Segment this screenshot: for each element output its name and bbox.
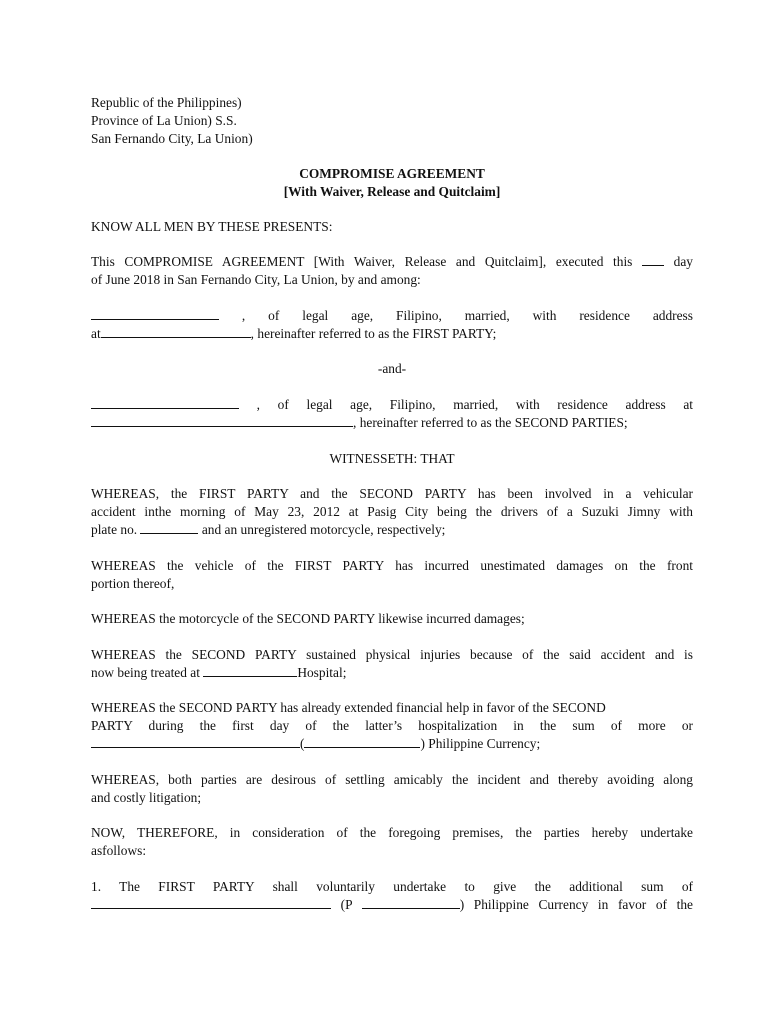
document-page: [91, 94, 693, 914]
intro-line: KNOW ALL MEN BY THESE PRESENTS:: [91, 219, 333, 234]
whereas-6: WHEREAS, both parties are desirous of settling amicably the incident and thereby avoiding along and costly litigation;: [91, 772, 693, 805]
whereas-5: WHEREAS the SECOND PARTY has already extended financial help in favor of the SECOND PARTY during the first day of the latter’s hospitalization in the sum of more or ( ) Philippine Currency;: [91, 700, 693, 751]
hospital-blank: [203, 664, 297, 677]
witnesseth-heading: WITNESSETH: THAT: [329, 451, 455, 466]
opening-text: This COMPROMISE AGREEMENT [With Waiver, Release and Quitclaim], executed this: [91, 254, 633, 269]
first-party-text-2: , hereinafter referred to as the FIRST PARTY;: [250, 326, 497, 341]
venue-header: [91, 94, 693, 148]
first-party-at: at: [91, 326, 101, 341]
amount-figures-blank: [304, 735, 420, 748]
header-line-1: Republic of the Philippines): [91, 95, 242, 110]
day-blank: [642, 253, 664, 266]
first-party-address-blank: [101, 325, 251, 338]
first-party-paragraph: [91, 307, 693, 343]
second-party-text-1: , of legal age, Filipino, married, with residence address at: [256, 397, 693, 412]
opening-line-2: of June 2018 in San Fernando City, La Union, by and among:: [91, 272, 421, 287]
opening-paragraph: [91, 253, 693, 289]
second-party-name-blank: [91, 396, 239, 409]
first-party-text-1: , of legal age, Filipino, married, with residence address: [241, 308, 693, 323]
first-party-name-blank: [91, 307, 219, 320]
whereas-2: WHEREAS the vehicle of the FIRST PARTY has incurred unestimated damages on the front portion thereof,: [91, 558, 693, 591]
second-party-address-blank: [91, 414, 353, 427]
plate-no-blank: [140, 521, 198, 534]
amount-words-blank: [91, 735, 300, 748]
title-sub: [With Waiver, Release and Quitclaim]: [283, 184, 501, 199]
additional-sum-figures-blank: [362, 896, 460, 909]
header-line-2: Province of La Union) S.S.: [91, 113, 237, 128]
second-party-text-2: , hereinafter referred to as the SECOND PARTIES;: [353, 415, 628, 430]
title-main: COMPROMISE AGREEMENT: [299, 166, 485, 181]
opening-day: day: [673, 254, 693, 269]
whereas-1: WHEREAS, the FIRST PARTY and the SECOND PARTY has been involved in a vehicular accident inthe morning of May 23, 2012 at Pasig City being the drivers of a Suzuki Jimny with plate no. and an unregistered motorcycle, respectively;: [91, 486, 693, 537]
whereas-4: WHEREAS the SECOND PARTY sustained physical injuries because of the said accident and is now being treated at Hospital;: [91, 647, 693, 680]
and-separator: -and-: [377, 361, 407, 376]
additional-sum-words-blank: [91, 896, 331, 909]
whereas-3: WHEREAS the motorcycle of the SECOND PARTY likewise incurred damages;: [91, 611, 525, 626]
header-line-3: San Fernando City, La Union): [91, 131, 253, 146]
now-therefore-paragraph: NOW, THEREFORE, in consideration of the foregoing premises, the parties hereby undertake asfollows:: [91, 825, 693, 858]
document-title: [91, 165, 693, 201]
clause-1: 1. The FIRST PARTY shall voluntarily undertake to give the additional sum of (P ) Philippine Currency in favor of the: [91, 879, 693, 912]
second-party-paragraph: [91, 396, 693, 432]
